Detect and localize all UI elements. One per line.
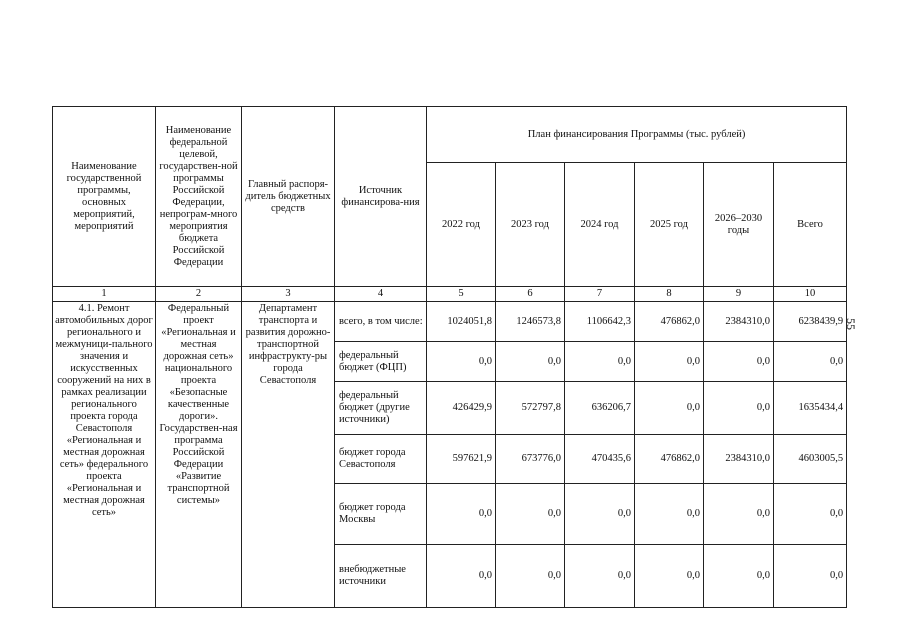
- value-cell: 597621,9: [427, 435, 496, 484]
- header-year-2026-2030: 2026–2030 годы: [704, 163, 774, 287]
- value-cell: 476862,0: [635, 302, 704, 342]
- column-number: 9: [704, 287, 774, 302]
- column-number: 6: [496, 287, 565, 302]
- value-cell: 0,0: [704, 484, 774, 545]
- value-cell: 426429,9: [427, 382, 496, 435]
- value-cell: 6238439,9: [774, 302, 847, 342]
- header-year-2023: 2023 год: [496, 163, 565, 287]
- header-year-2024: 2024 год: [565, 163, 635, 287]
- funding-source-federal-fcp: федеральный бюджет (ФЦП): [335, 342, 427, 382]
- value-cell: 2384310,0: [704, 435, 774, 484]
- column-number: 10: [774, 287, 847, 302]
- column-number: 4: [335, 287, 427, 302]
- value-cell: 0,0: [427, 484, 496, 545]
- header-main-manager: Главный распоря-дитель бюджетных средств: [242, 107, 335, 287]
- value-cell: 0,0: [496, 545, 565, 608]
- value-cell: 1024051,8: [427, 302, 496, 342]
- value-cell: 636206,7: [565, 382, 635, 435]
- measure-federal-program: Федеральный проект «Региональная и местная дорожная сеть» национального проекта «Безопасные качественные дороги». Государствен-ная программа Российской Федерации «Развитие транспортной системы»: [156, 302, 242, 608]
- value-cell: 0,0: [496, 342, 565, 382]
- page-number: 55: [844, 318, 858, 330]
- funding-source-moscow-budget: бюджет города Москвы: [335, 484, 427, 545]
- funding-source-federal-other: федеральный бюджет (другие источники): [335, 382, 427, 435]
- column-number: 7: [565, 287, 635, 302]
- value-cell: 0,0: [565, 342, 635, 382]
- value-cell: 0,0: [635, 342, 704, 382]
- value-cell: 0,0: [704, 545, 774, 608]
- header-financing-plan: План финансирования Программы (тыс. рублей): [427, 107, 847, 163]
- column-number: 2: [156, 287, 242, 302]
- financing-table: [52, 106, 847, 608]
- measure-name: 4.1. Ремонт автомобильных дорог регионального и межмуници-пального значения и искусственных сооружений на них в рамках реализации регионального проекта города Севастополя «Региональная и местная дорожная сеть» федерального проекта «Региональная и местная дорожная сеть»: [53, 302, 156, 608]
- value-cell: 470435,6: [565, 435, 635, 484]
- column-number: 5: [427, 287, 496, 302]
- column-number: 1: [53, 287, 156, 302]
- value-cell: 0,0: [565, 545, 635, 608]
- value-cell: 476862,0: [635, 435, 704, 484]
- funding-source-extrabudgetary: внебюджетные источники: [335, 545, 427, 608]
- value-cell: 0,0: [704, 382, 774, 435]
- value-cell: 0,0: [635, 545, 704, 608]
- value-cell: 1246573,8: [496, 302, 565, 342]
- column-number: 8: [635, 287, 704, 302]
- value-cell: 0,0: [635, 382, 704, 435]
- header-year-2022: 2022 год: [427, 163, 496, 287]
- header-program-name: Наименование государственной программы, основных мероприятий, мероприятий: [53, 107, 156, 287]
- value-cell: 0,0: [635, 484, 704, 545]
- value-cell: 2384310,0: [704, 302, 774, 342]
- value-cell: 673776,0: [496, 435, 565, 484]
- value-cell: 0,0: [774, 545, 847, 608]
- value-cell: 0,0: [565, 484, 635, 545]
- value-cell: 0,0: [427, 545, 496, 608]
- header-total: Всего: [774, 163, 847, 287]
- table-row: [53, 302, 847, 342]
- funding-source-total: всего, в том числе:: [335, 302, 427, 342]
- value-cell: 0,0: [774, 342, 847, 382]
- value-cell: 0,0: [427, 342, 496, 382]
- value-cell: 0,0: [496, 484, 565, 545]
- header-funding-source: Источник финансирова-ния: [335, 107, 427, 287]
- value-cell: 1106642,3: [565, 302, 635, 342]
- value-cell: 572797,8: [496, 382, 565, 435]
- value-cell: 0,0: [704, 342, 774, 382]
- value-cell: 0,0: [774, 484, 847, 545]
- value-cell: 4603005,5: [774, 435, 847, 484]
- header-year-2025: 2025 год: [635, 163, 704, 287]
- value-cell: 1635434,4: [774, 382, 847, 435]
- funding-source-sevastopol-budget: бюджет города Севастополя: [335, 435, 427, 484]
- column-number: 3: [242, 287, 335, 302]
- header-federal-program-name: Наименование федеральной целевой, государствен-ной программы Российской Федерации, непрограм-много мероприятия бюджета Российской Федерации: [156, 107, 242, 287]
- measure-manager: Департамент транспорта и развития дорожно-транспортной инфраструкту-ры города Севастополя: [242, 302, 335, 608]
